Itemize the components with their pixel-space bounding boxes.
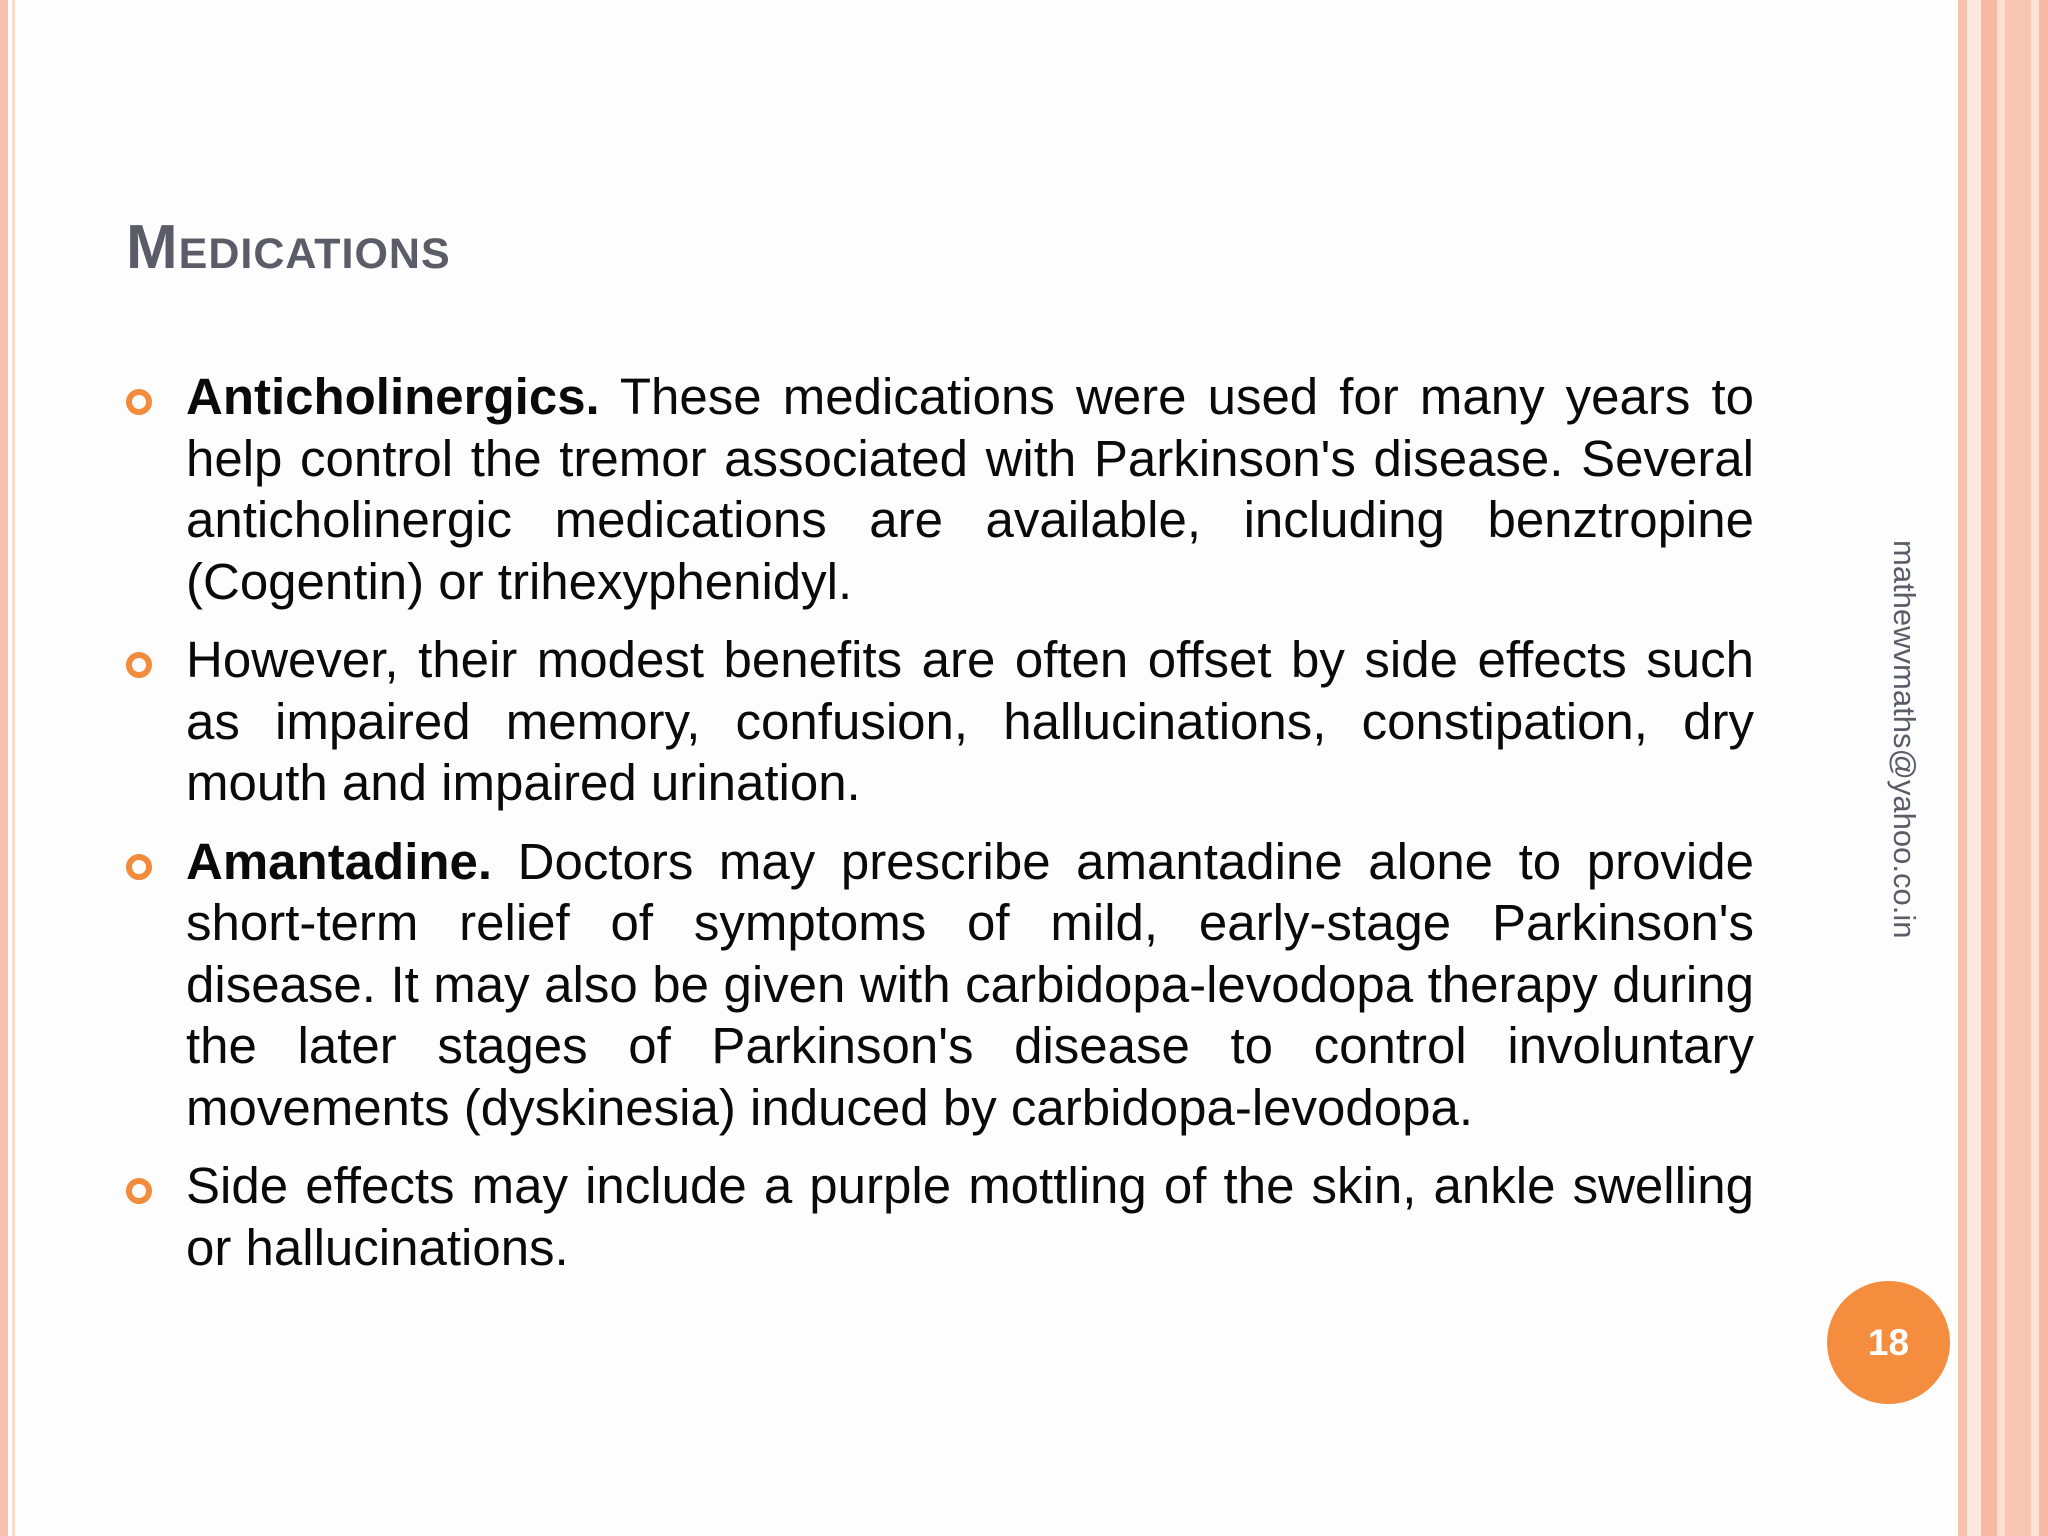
circle-bullet-icon [126, 854, 152, 880]
right-stripe [2039, 0, 2048, 1536]
bullet-text: These medications were used for many years to help control the tremor associated with Parkinson's disease. Several anticholinergic medications are available, including benztropine (Cogentin) or trihexyphenidyl. [186, 368, 1754, 610]
circle-bullet-icon [126, 1178, 152, 1204]
bullet-term: Amantadine. [186, 832, 493, 890]
left-border-inner-decoration [12, 0, 15, 1536]
side-email-text: mathewvmaths@yahoo.co.in [1887, 540, 1922, 939]
page-number-badge [1827, 1281, 1950, 1404]
bullet-item [126, 831, 1754, 1139]
circle-bullet-icon [126, 389, 152, 415]
bullet-text: Side effects may include a purple mottling of the skin, ankle swelling or hallucinations. [186, 1157, 1754, 1276]
slide-title: Medications [126, 213, 451, 282]
bullet-item [126, 629, 1754, 814]
right-stripe [1981, 0, 1997, 1536]
bullet-text: Doctors may prescribe amantadine alone to provide short-term relief of symptoms of mild, early-stage Parkinson's disease. It may also be given with carbidopa-levodopa therapy during the later stages of Parkinson's disease to control involuntary movements (dyskinesia) induced by carbidopa-levodopa. [186, 832, 1754, 1136]
bullet-term: Anticholinergics. [186, 368, 600, 425]
right-stripe [2005, 0, 2031, 1536]
bullet-item [126, 366, 1754, 612]
right-stripe [1967, 0, 1981, 1536]
right-stripe [2031, 0, 2039, 1536]
right-stripe [1958, 0, 1967, 1536]
right-stripe [1997, 0, 2005, 1536]
page-number: 18 [1867, 1321, 1910, 1363]
bullet-item [126, 1155, 1754, 1278]
left-border-decoration [0, 0, 8, 1536]
bullet-text: However, their modest benefits are often offset by side effects such as impaired memory, confusion, hallucinations, constipation, dry mouth and impaired urination. [186, 631, 1754, 811]
circle-bullet-icon [126, 652, 152, 678]
bullet-list [126, 366, 1754, 1295]
